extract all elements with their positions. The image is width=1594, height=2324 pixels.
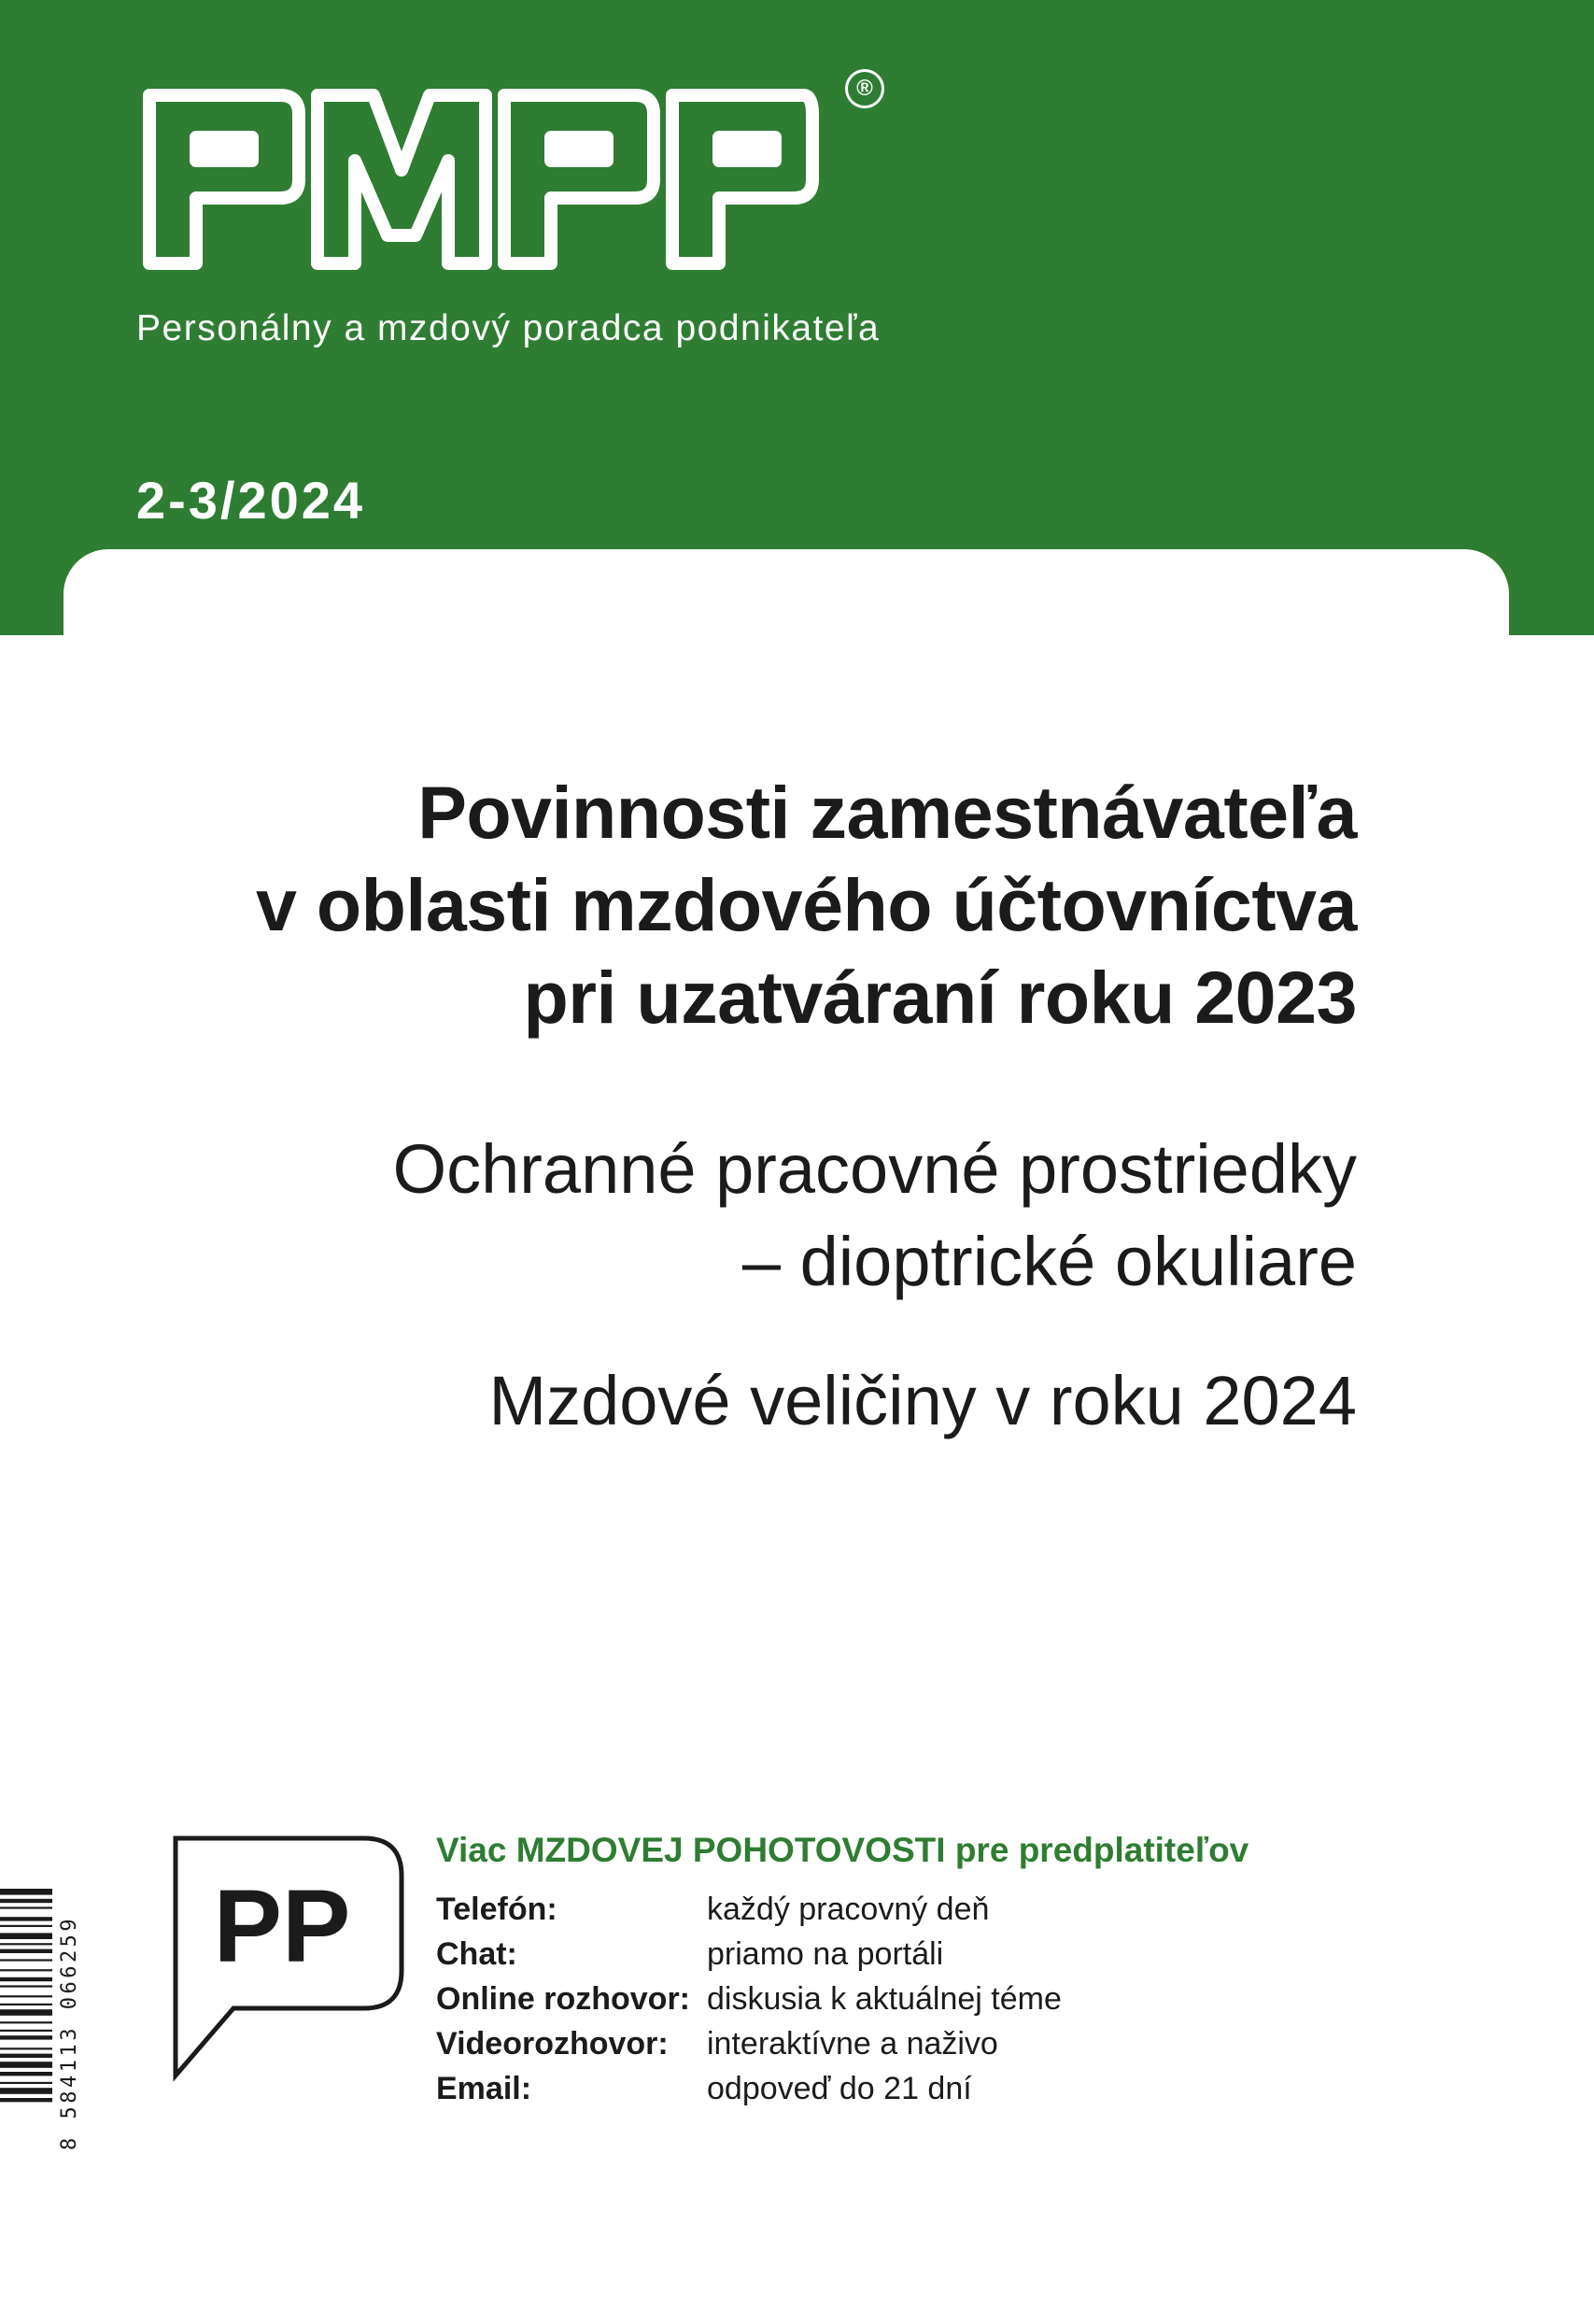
channel-label: Telefón: (436, 1892, 557, 1927)
table-row (436, 2066, 1062, 2111)
topic-line: Ochranné pracovné prostriedky (392, 1130, 1357, 1208)
barcode (0, 1887, 56, 2167)
pp-speech-bubble-icon (168, 1831, 411, 2083)
issue-number: 2-3/2024 (136, 471, 366, 530)
headline-line: pri uzatváraní roku 2023 (523, 956, 1357, 1039)
channel-label: Chat: (436, 1936, 517, 1972)
main-headline (256, 766, 1357, 1043)
support-channels-table (436, 1887, 1062, 2111)
table-row (436, 1977, 1062, 2021)
table-row (436, 2021, 1062, 2066)
headline-line: Povinnosti zamestnávateľa (417, 771, 1357, 854)
channel-value: odpoveď do 21 dní (707, 2071, 972, 2106)
channel-value: každý pracovný deň (707, 1892, 990, 1927)
support-heading: Viac MZDOVEJ POHOTOVOSTI pre predplatiteľov (436, 1831, 1249, 1869)
channel-value: interaktívne a naživo (707, 2026, 998, 2062)
publication-subtitle: Personálny a mzdový poradca podnikateľa (136, 308, 881, 348)
channel-value: diskusia k aktuálnej téme (707, 1981, 1062, 2017)
pmpp-logo (140, 86, 822, 273)
registered-mark: ® (845, 69, 884, 108)
channel-label: Videorozhovor: (436, 2026, 669, 2062)
table-row (436, 1887, 1062, 1932)
headline-line: v oblasti mzdového účtovníctva (255, 863, 1357, 946)
pp-badge-text: PP (213, 1869, 351, 1984)
barcode-digits: 8 584113 066259 (58, 1915, 81, 2150)
channel-label: Email: (436, 2071, 532, 2106)
channel-label: Online rozhovor: (436, 1981, 690, 2017)
topic-protective-equipment (393, 1123, 1357, 1308)
channel-value: priamo na portáli (707, 1936, 944, 1972)
topic-wage-values: Mzdové veličiny v roku 2024 (488, 1362, 1357, 1439)
table-row (436, 1932, 1062, 1977)
topic-line: – dioptrické okuliare (741, 1223, 1357, 1300)
